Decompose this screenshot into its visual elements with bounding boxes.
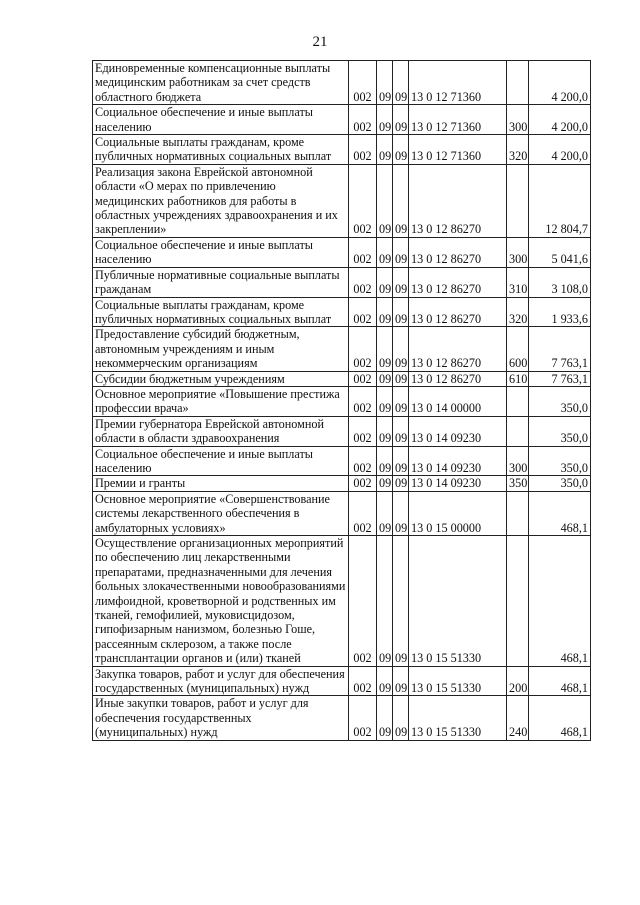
budget-table: [92, 60, 591, 741]
row-program-cell: 13 0 15 51330: [409, 536, 507, 667]
row-program-cell: 13 0 12 86270: [409, 237, 507, 267]
table-row: [93, 536, 591, 667]
row-type-cell: 320: [507, 135, 529, 165]
row-type-cell: 240: [507, 696, 529, 740]
row-program-cell: 13 0 15 51330: [409, 666, 507, 696]
table-row: [93, 416, 591, 446]
row-program-cell: 13 0 12 86270: [409, 297, 507, 327]
row-code-cell: 002: [349, 491, 377, 535]
table-row: [93, 371, 591, 386]
row-code-cell: 002: [349, 696, 377, 740]
table-row: [93, 327, 591, 371]
row-program-cell: 13 0 14 09230: [409, 446, 507, 476]
row-type-cell: 320: [507, 297, 529, 327]
row-code-cell: 002: [349, 237, 377, 267]
row-subsection-cell: 09: [393, 386, 409, 416]
row-section-cell: 09: [377, 105, 393, 135]
row-name-cell: Премии и гранты: [93, 476, 349, 491]
row-type-cell: [507, 491, 529, 535]
row-code-cell: 002: [349, 446, 377, 476]
row-program-cell: 13 0 14 09230: [409, 476, 507, 491]
table-row: [93, 135, 591, 165]
row-amount-cell: 350,0: [529, 386, 591, 416]
row-type-cell: [507, 61, 529, 105]
row-type-cell: 300: [507, 237, 529, 267]
table-row: [93, 446, 591, 476]
row-code-cell: 002: [349, 416, 377, 446]
row-name-cell: Закупка товаров, работ и услуг для обеспечения государственных (муниципальных) нужд: [93, 666, 349, 696]
row-type-cell: [507, 386, 529, 416]
row-program-cell: 13 0 12 86270: [409, 267, 507, 297]
row-amount-cell: 7 763,1: [529, 371, 591, 386]
row-program-cell: 13 0 12 86270: [409, 164, 507, 237]
table-row: [93, 666, 591, 696]
row-name-cell: Осуществление организационных мероприятий по обеспечению лиц лекарственными препаратами, предназначенными для лечения больных злокачественными новообразованиями лимфоидной, кроветворной и родственных им тканей, гемофилией, муковисцидозом, гипофизарным нанизмом, болезнью Гоше, рассеянным склерозом, а также после трансплантации органов и (или) тканей: [93, 536, 349, 667]
row-section-cell: 09: [377, 416, 393, 446]
row-program-cell: 13 0 15 51330: [409, 696, 507, 740]
row-name-cell: Социальное обеспечение и иные выплаты населению: [93, 237, 349, 267]
page-number: 21: [312, 34, 328, 50]
row-type-cell: 350: [507, 476, 529, 491]
row-subsection-cell: 09: [393, 371, 409, 386]
row-amount-cell: 350,0: [529, 446, 591, 476]
row-amount-cell: 3 108,0: [529, 267, 591, 297]
table-row: [93, 476, 591, 491]
row-section-cell: 09: [377, 491, 393, 535]
row-section-cell: 09: [377, 696, 393, 740]
row-name-cell: Премии губернатора Еврейской автономной области в области здравоохранения: [93, 416, 349, 446]
row-subsection-cell: 09: [393, 105, 409, 135]
row-name-cell: Иные закупки товаров, работ и услуг для обеспечения государственных (муниципальных) нужд: [93, 696, 349, 740]
row-subsection-cell: 09: [393, 536, 409, 667]
row-type-cell: 610: [507, 371, 529, 386]
row-program-cell: 13 0 12 71360: [409, 105, 507, 135]
row-amount-cell: 4 200,0: [529, 105, 591, 135]
row-subsection-cell: 09: [393, 297, 409, 327]
row-amount-cell: 468,1: [529, 696, 591, 740]
row-subsection-cell: 09: [393, 237, 409, 267]
table-row: [93, 491, 591, 535]
row-amount-cell: 468,1: [529, 536, 591, 667]
row-amount-cell: 12 804,7: [529, 164, 591, 237]
table-row: [93, 696, 591, 740]
row-subsection-cell: 09: [393, 327, 409, 371]
row-section-cell: 09: [377, 327, 393, 371]
row-amount-cell: 468,1: [529, 491, 591, 535]
row-section-cell: 09: [377, 237, 393, 267]
table-row: [93, 267, 591, 297]
row-program-cell: 13 0 12 86270: [409, 327, 507, 371]
row-code-cell: 002: [349, 164, 377, 237]
row-program-cell: 13 0 12 71360: [409, 135, 507, 165]
row-type-cell: [507, 164, 529, 237]
row-section-cell: 09: [377, 536, 393, 667]
row-program-cell: 13 0 12 86270: [409, 371, 507, 386]
row-type-cell: 310: [507, 267, 529, 297]
row-type-cell: 600: [507, 327, 529, 371]
row-section-cell: 09: [377, 371, 393, 386]
row-type-cell: 300: [507, 105, 529, 135]
row-amount-cell: 468,1: [529, 666, 591, 696]
table-row: [93, 297, 591, 327]
row-program-cell: 13 0 14 00000: [409, 386, 507, 416]
row-code-cell: 002: [349, 135, 377, 165]
row-type-cell: 200: [507, 666, 529, 696]
row-section-cell: 09: [377, 386, 393, 416]
row-subsection-cell: 09: [393, 491, 409, 535]
row-amount-cell: 350,0: [529, 476, 591, 491]
row-code-cell: 002: [349, 371, 377, 386]
row-subsection-cell: 09: [393, 696, 409, 740]
row-section-cell: 09: [377, 61, 393, 105]
row-amount-cell: 5 041,6: [529, 237, 591, 267]
row-section-cell: 09: [377, 135, 393, 165]
row-name-cell: Основное мероприятие «Повышение престижа профессии врача»: [93, 386, 349, 416]
row-code-cell: 002: [349, 386, 377, 416]
row-code-cell: 002: [349, 297, 377, 327]
row-name-cell: Социальное обеспечение и иные выплаты населению: [93, 105, 349, 135]
row-name-cell: Публичные нормативные социальные выплаты гражданам: [93, 267, 349, 297]
row-program-cell: 13 0 15 00000: [409, 491, 507, 535]
row-subsection-cell: 09: [393, 164, 409, 237]
table-row: [93, 61, 591, 105]
row-subsection-cell: 09: [393, 666, 409, 696]
row-name-cell: Социальное обеспечение и иные выплаты населению: [93, 446, 349, 476]
row-name-cell: Социальные выплаты гражданам, кроме публичных нормативных социальных выплат: [93, 297, 349, 327]
row-subsection-cell: 09: [393, 416, 409, 446]
table-row: [93, 164, 591, 237]
row-name-cell: Социальные выплаты гражданам, кроме публичных нормативных социальных выплат: [93, 135, 349, 165]
row-code-cell: 002: [349, 327, 377, 371]
row-amount-cell: 1 933,6: [529, 297, 591, 327]
row-subsection-cell: 09: [393, 267, 409, 297]
row-amount-cell: 350,0: [529, 416, 591, 446]
table-row: [93, 105, 591, 135]
row-section-cell: 09: [377, 666, 393, 696]
row-amount-cell: 4 200,0: [529, 135, 591, 165]
row-program-cell: 13 0 14 09230: [409, 416, 507, 446]
row-type-cell: 300: [507, 446, 529, 476]
row-name-cell: Реализация закона Еврейской автономной области «О мерах по привлечению медицинских работников для работы в областных учреждениях здравоохранения и их закреплении»: [93, 164, 349, 237]
row-name-cell: Предоставление субсидий бюджетным, автономным учреждениям и иным некоммерческим организациям: [93, 327, 349, 371]
budget-table-body: [93, 61, 591, 741]
row-code-cell: 002: [349, 267, 377, 297]
row-code-cell: 002: [349, 666, 377, 696]
row-code-cell: 002: [349, 105, 377, 135]
table-row: [93, 386, 591, 416]
row-code-cell: 002: [349, 536, 377, 667]
row-section-cell: 09: [377, 164, 393, 237]
row-name-cell: Единовременные компенсационные выплаты медицинским работникам за счет средств областного бюджета: [93, 61, 349, 105]
row-code-cell: 002: [349, 61, 377, 105]
row-section-cell: 09: [377, 267, 393, 297]
row-subsection-cell: 09: [393, 61, 409, 105]
row-program-cell: 13 0 12 71360: [409, 61, 507, 105]
row-type-cell: [507, 416, 529, 446]
row-type-cell: [507, 536, 529, 667]
row-section-cell: 09: [377, 297, 393, 327]
row-section-cell: 09: [377, 446, 393, 476]
row-section-cell: 09: [377, 476, 393, 491]
row-amount-cell: 4 200,0: [529, 61, 591, 105]
row-name-cell: Основное мероприятие «Совершенствование системы лекарственного обеспечения в амбулаторных условиях»: [93, 491, 349, 535]
row-subsection-cell: 09: [393, 135, 409, 165]
row-subsection-cell: 09: [393, 476, 409, 491]
row-amount-cell: 7 763,1: [529, 327, 591, 371]
row-subsection-cell: 09: [393, 446, 409, 476]
row-code-cell: 002: [349, 476, 377, 491]
table-row: [93, 237, 591, 267]
row-name-cell: Субсидии бюджетным учреждениям: [93, 371, 349, 386]
